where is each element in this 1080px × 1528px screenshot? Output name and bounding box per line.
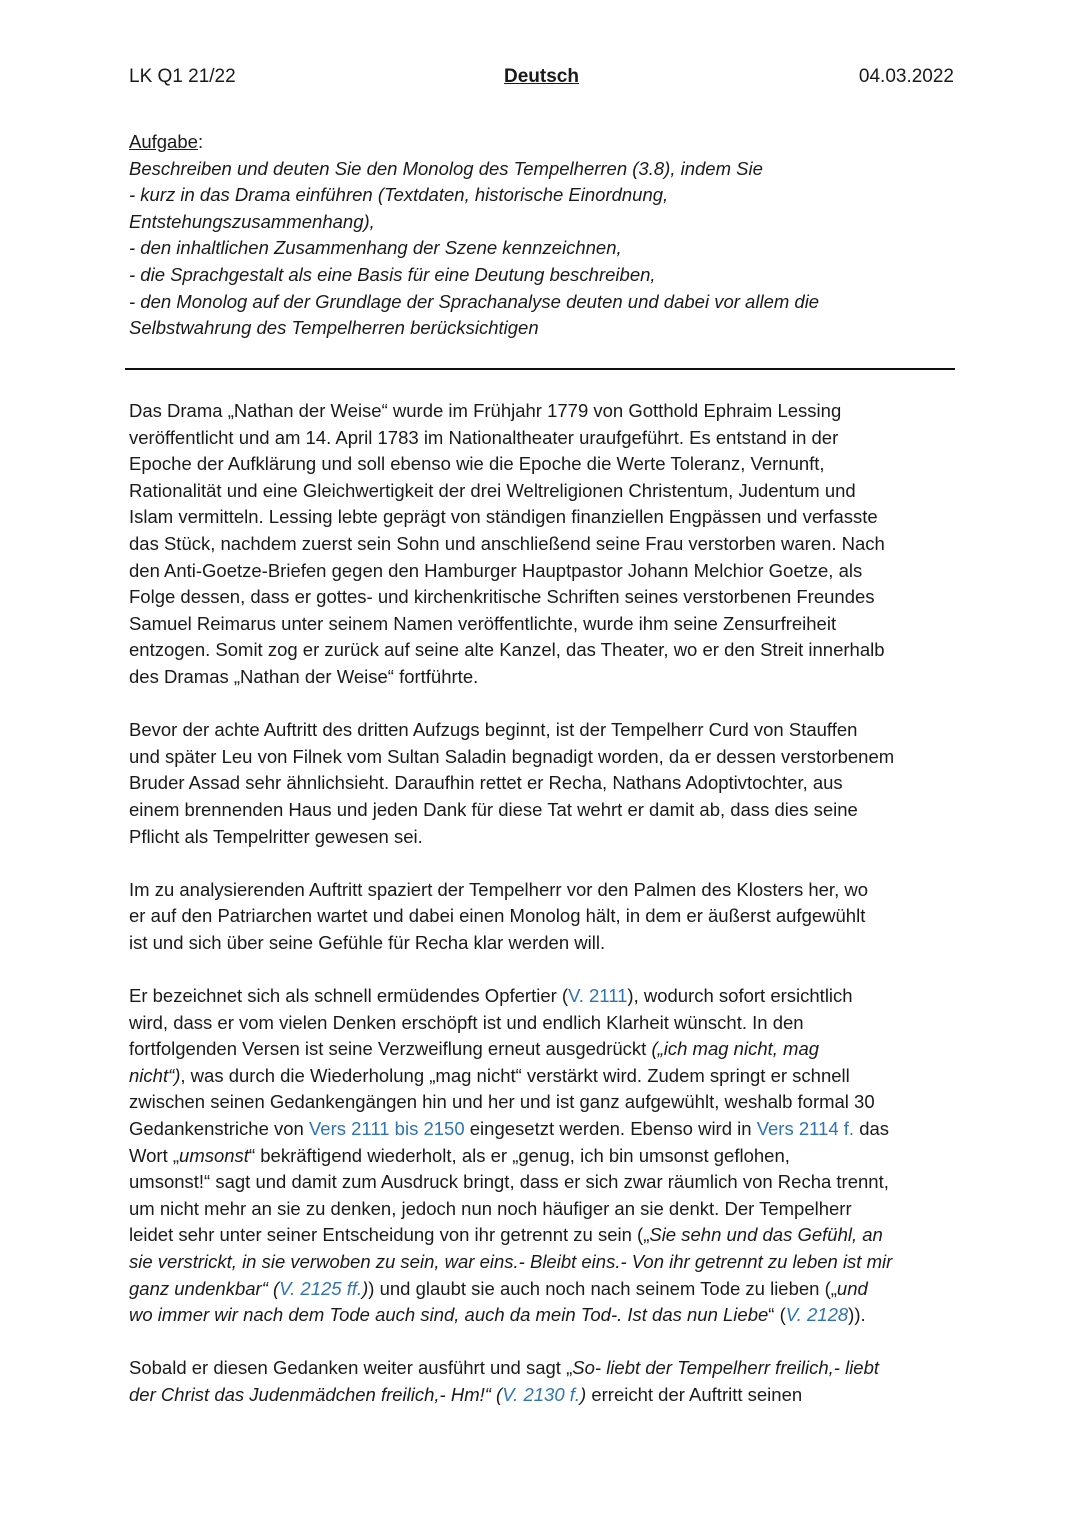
text-segment: Gedankenstriche von bbox=[129, 1118, 309, 1140]
text-segment: Wort „ bbox=[129, 1144, 180, 1166]
date-label: 04.03.2022 bbox=[858, 66, 954, 87]
text-line: Bruder Assad sehr ähnlichsieht. Daraufhin rettet er Recha, Nathans Adoptivtochter, aus bbox=[129, 772, 843, 794]
task-heading bbox=[129, 129, 960, 156]
text-line: wird, dass er vom vielen Denken erschöpft ist und endlich Klarheit wünscht. In den bbox=[129, 1011, 804, 1033]
essay-body bbox=[129, 398, 962, 1435]
verse-reference: Vers 2114 f. bbox=[756, 1118, 855, 1140]
text-line: Islam vermitteln. Lessing lebte geprägt von ständigen finanziellen Engpässen und verfasste bbox=[129, 506, 878, 528]
text-line: zwischen seinen Gedankengängen hin und her und ist ganz aufgewühlt, weshalb formal 30 bbox=[129, 1091, 875, 1113]
separator-line bbox=[125, 368, 955, 370]
page-header bbox=[129, 66, 954, 92]
subject-title: Deutsch bbox=[504, 66, 579, 87]
text-segment: leidet sehr unter seiner Entscheidung von ihr getrennt zu sein („ bbox=[129, 1224, 650, 1246]
task-line: - den inhaltlichen Zusammenhang der Szene kennzeichnen, bbox=[129, 237, 622, 259]
quote-segment: So- liebt der Tempelherr freilich,- liebt bbox=[572, 1357, 880, 1379]
verse-reference: Vers 2111 bis 2150 bbox=[308, 1118, 465, 1140]
quote-segment: wo immer wir nach dem Tode auch sind, auch da mein Tod-. Ist das nun Liebe bbox=[129, 1304, 769, 1326]
task-label: Aufgabe bbox=[129, 131, 198, 152]
text-line: um nicht mehr an sie zu denken, jedoch nun noch häufiger an sie denkt. Der Tempelherr bbox=[129, 1197, 852, 1219]
text-line: Im zu analysierenden Auftritt spaziert der Tempelherr vor den Palmen des Klosters her, wo bbox=[129, 878, 868, 900]
quote-segment: der Christ das Judenmädchen freilich,- Hm!“ ( bbox=[129, 1383, 503, 1405]
text-segment: Sobald er diesen Gedanken weiter ausführt und sagt „ bbox=[129, 1357, 573, 1379]
text-segment: ) und glaubt sie auch noch nach seinem Tode zu lieben („ bbox=[368, 1277, 837, 1299]
text-line: Bevor der achte Auftritt des dritten Aufzugs beginnt, ist der Tempelherr Curd von Stauffen bbox=[129, 719, 858, 741]
quote-segment: und bbox=[836, 1277, 868, 1299]
text-line: Das Drama „Nathan der Weise“ wurde im Frühjahr 1779 von Gotthold Ephraim Lessing bbox=[129, 400, 842, 421]
text-segment: das bbox=[854, 1118, 890, 1140]
text-line: einem brennenden Haus und jeden Dank für diese Tat wehrt er damit ab, dass dies seine bbox=[129, 798, 858, 820]
text-segment: “ ( bbox=[768, 1304, 786, 1326]
quote-segment: nicht“) bbox=[129, 1064, 181, 1086]
text-line: Folge dessen, dass er gottes- und kirchenkritische Schriften seines verstorbenen Freundes bbox=[129, 586, 875, 608]
task-line: - kurz in das Drama einführen (Textdaten, historische Einordnung, bbox=[129, 184, 669, 206]
task-line: Beschreiben und deuten Sie den Monolog des Tempelherren (3.8), indem Sie bbox=[129, 157, 763, 179]
verse-reference: V. 2111 bbox=[568, 985, 628, 1007]
text-segment: , was durch die Wiederholung „mag nicht“ verstärkt wird. Zudem springt er schnell bbox=[180, 1064, 850, 1086]
text-line: veröffentlicht und am 14. April 1783 im Nationaltheater uraufgeführt. Es entstand in der bbox=[129, 426, 839, 448]
text-segment: erreicht der Auftritt seinen bbox=[586, 1383, 803, 1405]
task-line: - den Monolog auf der Grundlage der Sprachanalyse deuten und dabei vor allem die bbox=[129, 290, 820, 312]
quote-segment: Sie sehn und das Gefühl, an bbox=[649, 1224, 883, 1246]
task-label-colon: : bbox=[197, 131, 204, 152]
verse-reference: V. 2128 bbox=[785, 1304, 849, 1326]
paragraph-introduction bbox=[129, 398, 962, 691]
text-segment: “ bekräftigend wiederholt, als er „genug, ich bin umsonst geflohen, bbox=[248, 1144, 790, 1166]
text-line: den Anti-Goetze-Briefen gegen den Hamburger Hauptpastor Johann Melchior Goetze, als bbox=[129, 559, 863, 581]
quote-segment: sie verstrickt, in sie verwoben zu sein, war eins.- Bleibt eins.- Von ihr getrennt zu leben ist mir bbox=[129, 1251, 893, 1272]
paragraph-context bbox=[129, 717, 962, 850]
text-segment: fortfolgenden Versen ist seine Verzweiflung erneut ausgedrückt bbox=[129, 1038, 652, 1060]
text-line: entzogen. Somit zog er zurück auf seine alte Kanzel, das Theater, wo er den Streit innerhalb bbox=[129, 639, 885, 661]
task-line: Selbstwahrung des Tempelherren berücksichtigen bbox=[129, 317, 539, 339]
task-line: - die Sprachgestalt als eine Basis für eine Deutung beschreiben, bbox=[129, 263, 656, 285]
text-line: das Stück, nachdem zuerst sein Sohn und anschließend seine Frau verstorben waren. Nach bbox=[129, 532, 885, 554]
task-line: Entstehungszusammenhang), bbox=[129, 210, 375, 232]
text-line: umsonst!“ sagt und damit zum Ausdruck bringt, dass er sich zwar räumlich von Recha trennt, bbox=[129, 1171, 889, 1193]
course-label: LK Q1 21/22 bbox=[129, 66, 236, 87]
text-segment: eingesetzt werden. Ebenso wird in bbox=[464, 1118, 757, 1140]
text-segment: )). bbox=[848, 1304, 866, 1326]
text-line: Samuel Reimarus unter seinem Namen veröffentlichte, wurde ihm seine Zensurfreiheit bbox=[129, 612, 837, 634]
text-line: und später Leu von Filnek vom Sultan Saladin begnadigt worden, da er dessen verstorbenem bbox=[129, 745, 895, 767]
quote-segment: ) bbox=[362, 1277, 369, 1299]
text-line: Pflicht als Tempelritter gewesen sei. bbox=[129, 825, 423, 847]
paragraph-analysis bbox=[129, 983, 962, 1329]
paragraph-climax bbox=[129, 1355, 962, 1408]
text-line: Rationalität und eine Gleichwertigkeit der drei Weltreligionen Christentum, Judentum und bbox=[129, 479, 856, 501]
text-line: er auf den Patriarchen wartet und dabei einen Monolog hält, in dem er äußerst aufgewühlt bbox=[129, 905, 866, 927]
text-segment: ), wodurch sofort ersichtlich bbox=[627, 985, 853, 1007]
quote-segment: ) bbox=[580, 1383, 587, 1405]
paragraph-scene bbox=[129, 877, 962, 957]
quote-segment: umsonst bbox=[179, 1144, 249, 1166]
verse-reference: V. 2125 ff. bbox=[279, 1277, 363, 1299]
text-line: ist und sich über seine Gefühle für Recha klar werden will. bbox=[129, 931, 606, 953]
text-line: Epoche der Aufklärung und soll ebenso wie die Epoche die Werte Toleranz, Vernunft, bbox=[129, 453, 825, 475]
text-line: des Dramas „Nathan der Weise“ fortführte. bbox=[129, 665, 479, 687]
verse-reference: V. 2130 f. bbox=[502, 1383, 581, 1405]
quote-segment: ganz undenkbar“ ( bbox=[129, 1277, 280, 1299]
task-block bbox=[129, 129, 960, 342]
text-segment: Er bezeichnet sich als schnell ermüdendes Opfertier ( bbox=[129, 985, 569, 1007]
quote-segment: („ich mag nicht, mag bbox=[651, 1038, 820, 1060]
